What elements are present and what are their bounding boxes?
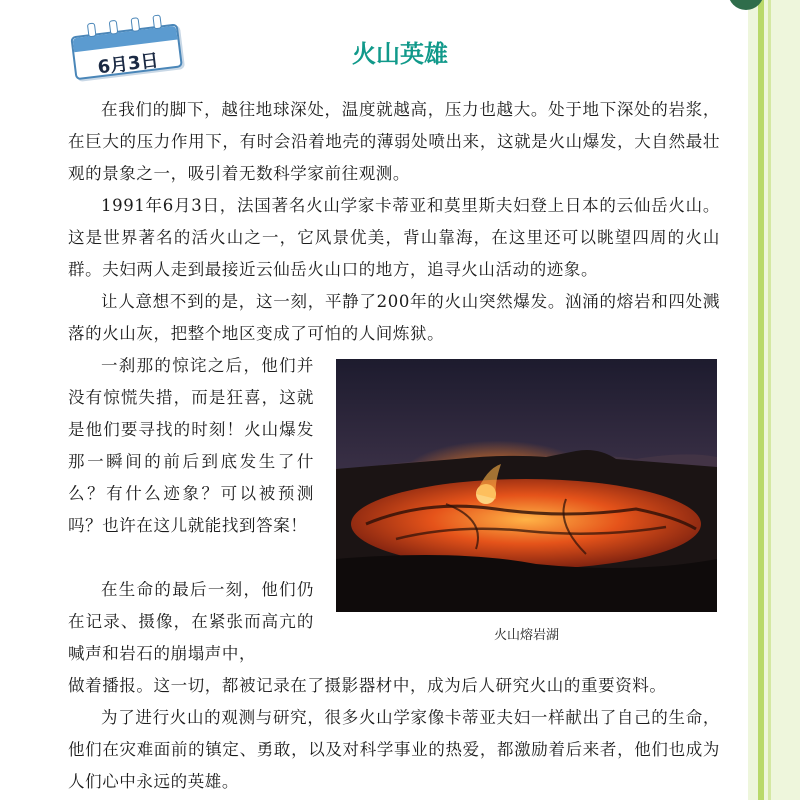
margin-stripe-thin	[768, 0, 771, 800]
paragraph-1991: 1991年6月3日，法国著名火山学家卡蒂亚和莫里斯夫妇登上日本的云仙岳火山。这是世界著名的活火山之一，它风景优美，背山靠海，在这里还可以眺望四周的火山群。夫妇两人走到最接近云仙岳火山口的地方，追寻火山活动的迹象。	[68, 196, 720, 279]
paragraph-last-moment: 在生命的最后一刻，他们仍在记录、摄像，在紧张而高亢的喊声和岩石的崩塌声中，	[68, 580, 314, 663]
calendar-ring-icon	[152, 14, 162, 29]
calendar-ring-icon	[131, 17, 141, 32]
paragraph-intro: 在我们的脚下，越往地球深处，温度就越高，压力也越大。处于地下深处的岩浆，在巨大的压力作用下，有时会沿着地壳的薄弱处喷出来，这就是火山爆发，大自然最壮观的景象之一，吸引着无数科学家前往观测。	[68, 100, 720, 183]
paragraph-broadcast: 做着播报。这一切，都被记录在了摄影器材中，成为后人研究火山的重要资料。	[68, 676, 667, 695]
lava-lake-photo	[336, 359, 717, 612]
photo-caption: 火山熔岩湖	[493, 628, 559, 643]
right-decorative-margin	[748, 0, 800, 800]
paragraph-eruption: 让人意想不到的是，这一刻，平静了200年的火山突然爆发。汹涌的熔岩和四处溅落的火山灰，把整个地区变成了可怕的人间炼狱。	[68, 292, 720, 343]
calendar-ring-icon	[109, 20, 119, 35]
date-text: 6月3日	[96, 50, 160, 79]
margin-stripe	[758, 0, 764, 800]
paragraph-heroes: 为了进行火山的观测与研究，很多火山学家像卡蒂亚夫妇一样献出了自己的生命，他们在灾难面前的镇定、勇敢，以及对科学事业的热爱，都激励着后来者，他们也成为人们心中永远的英雄。	[68, 708, 720, 791]
lava-lake-illustration	[336, 359, 717, 612]
page-title: 火山英雄	[352, 40, 448, 68]
paragraph-surprise: 一刹那的惊诧之后，他们并没有惊慌失措，而是狂喜，这就是他们要寻找的时刻！火山爆发那一瞬间的前后到底发生了什么？有什么迹象？可以被预测吗？也许在这儿就能找到答案！	[68, 356, 314, 535]
